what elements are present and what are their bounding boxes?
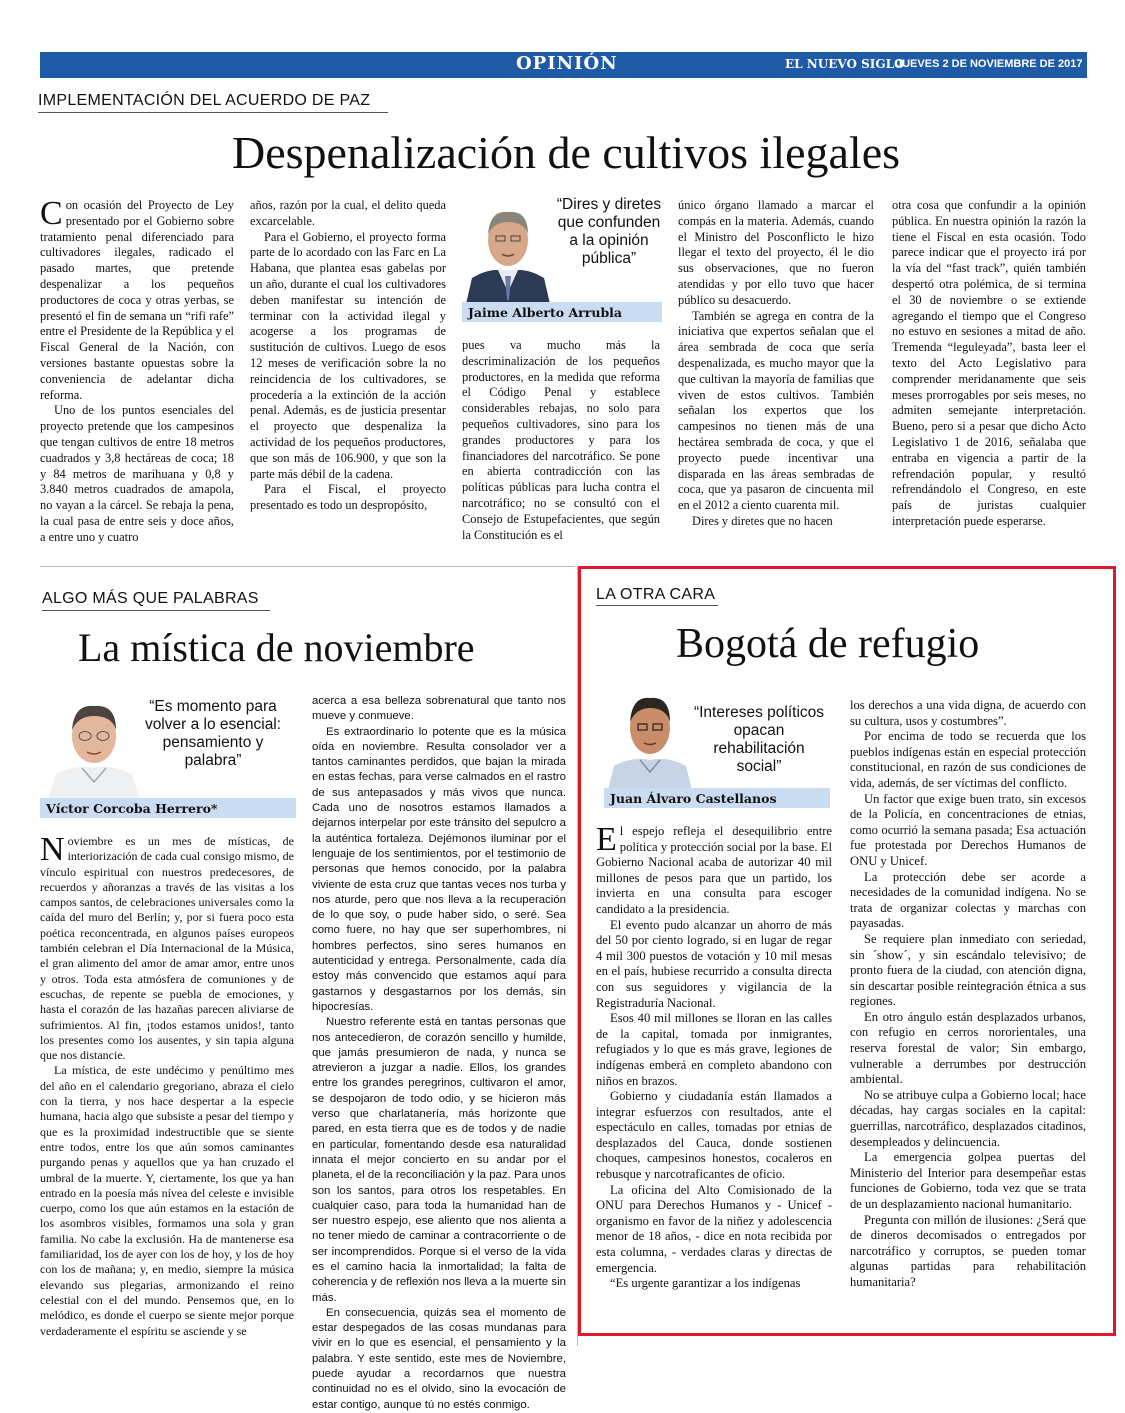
right-article-kicker: LA OTRA CARA (596, 586, 716, 603)
paragraph: Se requiere plan inmediato con seriedad, sin ´show´, y sin escándalo televisivo; de pronto fuera de la ciudad, con atención digna, sin descartar posible reintegración étnica a sus regiones. (850, 931, 1086, 1009)
section-divider (40, 566, 575, 567)
right-article-column-2 (850, 698, 1086, 1328)
paragraph: años, razón por la cual, el delito queda excarcelable. (250, 198, 446, 228)
page-number: 9A (1097, 53, 1122, 74)
paragraph: No se atribuye culpa a Gobierno local; hace décadas, hay cargas sociales en la capital: guerrillas, narcotráfico, desplazados citadinos, desempleados y delincuencia. (850, 1087, 1086, 1149)
author-byline: Jaime Alberto Arrubla (462, 302, 662, 322)
paragraph: on ocasión del Proyecto de Ley presentado por el Gobierno sobre tratamiento penal diferenciado para cultivadores ilegales, radicado el pasado martes, que pretende despenalizar a los pequeños productores de coca y otras yerbas, se presentó el fin de semana un “rifi rafe” entre el Presidente de la República y el Fiscal General de la Nación, con versiones bastante opuestas sobre la conveniencia de adelantar dicha reforma. (40, 198, 234, 402)
portrait-juan-castellanos (606, 686, 694, 790)
kicker-underline (42, 610, 270, 611)
author-photo (606, 686, 694, 790)
left-article-kicker: ALGO MÁS QUE PALABRAS (42, 590, 259, 607)
top-article-title: Despenalización de cultivos ilegales (232, 127, 901, 178)
paragraph: Esos 40 mil millones se lloran en las calles de la capital, tomada por inmigrantes, refugiados y lo que es más grave, legiones de indígenas emberá en completo abandono con niños en brazos. (596, 1011, 832, 1088)
paragraph: l espejo refleja el desequilibrio entre política y protección social por la base. El Gobierno Nacional acaba de autorizar 40 mil millones de pesos para que un partido, los invierta en una consulta para escoger candidato a la presidencia. (596, 824, 832, 916)
paragraph: otra cosa que confundir a la opinión pública. En nuestra opinión la razón la tiene el Fiscal en esta ocasión. Todo parece indicar que el proyecto irá por la vía del “fast track”, quién también despertó otra polémica, de si termina el 30 de noviembre o se extiende agregando el tiempo que el Congreso no estuvo en sesiones a mitad de año. Tremenda “leguleyada”, basta leer el texto del Acto Legislativo para comprender meridanamente que seis meses prorrogables por seis meses, no admiten semejante interpretación. Bueno, pero si a pesar que dicho Acto Legislativo 1 de 2016, señalaba que entraba en vigencia a partir de la refrendación popular, y resultó refrendándolo el Congreso, en este país de juristas cualquier interpretación puede esperarse. (892, 198, 1086, 528)
right-article-column-1 (596, 821, 832, 1326)
left-article-title: La mística de noviembre (78, 625, 475, 670)
paragraph: Para el Gobierno, el proyecto forma parte de lo acordado con las Farc en La Habana, que plantea esas gabelas por un año, durante el cual los cultivadores deben manifestar su intención de terminar con la actividad ilegal y acogerse a los programas de sustitución de cultivos. Luego de esos 12 meses de verificación sobre la no reincidencia de los cultivadores, se procedería a la extinción de la acción penal. Además, es de justicia presentar el proyecto que despenaliza la actividad de los pequeños productores, que son más de 106.900, y que son la parte más débil de la cadena. (250, 229, 446, 481)
author-photo (462, 196, 554, 304)
paragraph: En consecuencia, quizás sea el momento de estar despegados de las cosas mundanas para vivir en lo que es esencial, el pensamiento y la palabra. Y este sentido, este mes de Noviembre, puede ayudar a recordarnos que nuestra continuidad no es el olvido, sino la evocación de estar contigo, aunque tú no estés conmigo. (312, 1306, 566, 1411)
newspaper-name: EL NUEVO SIGLO (785, 57, 905, 71)
paragraph: Gobierno y ciudadanía están llamados a integrar esfuerzos con resultados, ante el espectáculo en calles, tomadas por etnias de desplazados del Cauca, donde sostienen choques, campesinos honestos, cocaleros en rebusque y narcotraficantes de oficio. (596, 1089, 832, 1182)
paragraph: El evento pudo alcanzar un ahorro de más del 50 por ciento logrado, si en lugar de regar 4 mil 300 puestos de votación y 10 mil mesas en el país, hubiese recurrido a consulta directa con sus seguidores y vigilancia de la Registraduría Nacional. (596, 917, 832, 1010)
paragraph: Para el Fiscal, el proyecto presentado es todo un despropósito, (250, 482, 446, 513)
top-article-column-2 (250, 198, 446, 558)
top-article-column-4 (678, 198, 874, 558)
section-name: OPINIÓN (516, 53, 618, 74)
pull-quote: “Dires y diretes que confunden a la opinión pública” (556, 196, 662, 267)
kicker-underline (596, 605, 718, 606)
left-article-column-2 (312, 694, 566, 1411)
paragraph: Es extraordinario lo potente que es la música oída en noviembre. Resulta consolador ver a tantos caminantes perdidos, que bajan la mirada en estas fechas, para verse calmados en el rastro de sus antepasados y más vivos que nunca. Cada uno de nosotros estamos llamados a dejarnos interpelar por este tránsito del sepulcro a la auténtica fortaleza. Dejémonos iluminar por el lenguaje de los sentimientos, por el testimonio de personas que hemos conocido, por la palabra viviente de esta cruz que tantas veces nos turba y nos aturde, pero que nos lleva a la recuperación de lo que soy, o pude haber sido, o seré. Sea como fuere, no hay que ser superhombres, ni hombres perfectos, sino seres humanos en autenticidad y entrega. Personalmente, cada día estoy más convencido que estamos aquí para gastarnos y desgastarnos por los demás, sin hipocresías. (312, 725, 566, 1013)
section-header-bar (40, 52, 1122, 78)
paragraph: La emergencia golpea puertas del Ministerio del Interior para desempeñar estas funciones de Gobierno, toda vez que se trata de un desplazamiento nacional humanitario. (850, 1150, 1086, 1211)
drop-cap: C (40, 195, 63, 232)
portrait-victor-corcoba (42, 690, 146, 800)
paragraph: Pregunta con millón de ilusiones: ¿Será que de dineros decomisados o entregados por narcotráfico y corruptos, se pueden tomar algunas partidas para rehabilitación humanitaria? (850, 1212, 1086, 1289)
paragraph: los derechos a una vida digna, de acuerdo con su cultura, usos y costumbres”. (850, 698, 1086, 728)
author-byline: Víctor Corcoba Herrero* (40, 798, 296, 818)
paragraph: acerca a esa belleza sobrenatural que tanto nos mueve y conmueve. (312, 695, 566, 723)
paragraph: También se agrega en contra de la iniciativa que expertos señalan que el área sembrada de coca que sería despenalizada, es mucho mayor que la que cultivan la mayoría de familias que viven de estos cultivos. También señalan los expertos que los campesinos no tienen más de una hectárea sembrada de coca, y que el proyecto puede incentivar una disparada en las áreas sembradas de coca, que ya pasaron de cincuenta mil en el 2012 a ciento cuarenta mil. (678, 308, 874, 513)
paragraph: único órgano llamado a marcar el compás en la materia. Además, cuando el Ministro del Posconflicto le hizo llegar el texto del proyecto, él le dio sus observaciones, que no fueron atendidas y por ello tuvo que hacer público su desacuerdo. (678, 198, 874, 307)
paragraph: La mística, de este undécimo y penúltimo mes del año en el calendario gregoriano, abraza el cielo con la tierra, y nos hace despertar a la especie humana, hacia algo que subsiste a pesar del tiempo y que es la proximidad indestructible que se siente entre todos, entre los que aún somos caminantes purgando penas y aquellos que ya han cruzado el umbral de la muerte. Y, ciertamente, los que ya han entrado en la poesía más nívea del celeste e invisible cuerpo, como los que aún estamos en la estación de los asombros visibles, formamos una sola y gran familia. No cabe la exclusión. Ha de mantenerse esa familiaridad, los de ayer con los de hoy, y los de hoy con los de mañana; y, en medio, siempre la música elevando sus plegarias, armonizando el reino celestial con el del mundo. Pensemos que, en lo melódico, es donde el cuerpo se siente mejor porque verdaderamente el espíritu se asciende y se (40, 1063, 294, 1338)
paragraph: En otro ángulo están desplazados urbanos, con refugio en cerros nororientales, una reserva forestal de valor; Sin embargo, vulnerable a derrumbes por destrucción ambiental. (850, 1009, 1086, 1087)
drop-cap: N (40, 831, 65, 868)
paragraph: Por encima de todo se recuerda que los pueblos indígenas están en especial protección constitucional, en razón de sus condiciones de vida, además, de ser víctimas del conflicto. (850, 729, 1086, 790)
paragraph: La protección debe ser acorde a necesidades de la comunidad indígena. No se trata de organizar colectas y marchas con payasadas. (850, 869, 1086, 931)
paragraph: La oficina del Alto Comisionado de la ONU para Derechos Humanos y - Unicef - organismo en favor de la niñez y adolescencia menor de 18 años, - dice en nota recibida por esta columna, - verdades claras y directas de emergencia. (596, 1182, 832, 1275)
drop-cap: E (596, 821, 617, 858)
paragraph: pues va mucho más la descriminalización de los pequeños productores, en la medida que reforma el Código Penal y establece considerables rebajas, no solo para pequeños cultivadores, sino para los grandes productores y para los financiadores del narcotráfico. Se pone en abierta contradicción con las políticas públicas para lucha contra el narcotráfico; no se consultó con el Consejo de Estupefacientes, que según la Constitución es el (462, 338, 660, 542)
paragraph: Un factor que exige buen trato, sin excesos de la Policía, en concentraciones de etnias, como ocurrió la semana pasada; Esa actuación fue protestada por Derechos Humanos de ONU y Unicef. (850, 791, 1086, 868)
pull-quote: “Intereses políticos opacan rehabilitación social” (693, 704, 825, 775)
top-article-kicker: IMPLEMENTACIÓN DEL ACUERDO DE PAZ (38, 92, 371, 109)
top-article-column-1 (40, 195, 234, 558)
paragraph: oviembre es un mes de místicas, de interiorización de cada cual consigo mismo, de vínculo espiritual con nuestros predecesores, de recuerdos y añoranzas a través de las visitas a los campos santos, de celebraciones universales como la caída del muro del Berlín; y, por si fuera poco esta poética reconcentrada, en algunos países europeos también celebran el Día Internacional de la Música, el gran alimento del amor de amar amor, entre unos y otros. Toda esta atmósfera de comuniones y de escuchas, de repente se puebla de emociones, y hasta el corazón de las hazañas parecen aliviarse de sufrimientos. Al fin, ¡todos estamos unidos!, tanto los presentes como los ausentes, y sin tapia alguna que nos distancie. (40, 834, 294, 1063)
top-article-column-5 (892, 198, 1086, 558)
pull-quote: “Es momento para volver a lo esencial: pensamiento y palabra” (144, 698, 282, 769)
paragraph: Nuestro referente está en tantas personas que nos antecedieron, de corazón sencillo y humilde, que jamás presumieron de nada, y nunca se atrevieron a juzgar a nadie. Ellos, los grandes entre los grandes peregrinos, cultivaron el amor, se despojaron de todo odio, y se hicieron más verso que charlatanería, más horizonte que pared, en esta tierra que es de todos y de nadie en particular, fomentando desde esa naturalidad innata el mejor concierto en su andar por el planeta, el de la reconciliación y la paz. Para unos son los santos, para otros los respetables. En cualquier caso, para toda la humanidad han de ser nuestro espejo, ese aliento que nos alienta a no tener miedo de caminar a contracorriente o de ser incomprendidos. Porque si el verso de la vida es el camino hacia la inmortalidad; la falta de coherencia y de reflexión nos lleva a la muerte sin más. (312, 1016, 566, 1304)
paragraph: Uno de los puntos esenciales del proyecto pretende que los campesinos que tengan cultivos de entre 18 metros cuadrados y 3,8 hectáreas de coca; 18 y 84 metros de marihuana y 0,8 y 3.840 metros cuadrados de amapola, no vayan a la cárcel. Se rebaja la pena, la cual pasa de entre seis y doce años, a entre uno y cuatro (40, 403, 234, 544)
top-article-column-3 (462, 338, 660, 558)
left-article-column-1 (40, 831, 294, 1338)
portrait-jaime-arrubla (462, 196, 554, 304)
issue-date: JUEVES 2 DE NOVIEMBRE DE 2017 (896, 58, 1083, 70)
paragraph: Dires y diretes que no hacen (692, 513, 833, 528)
right-article-title: Bogotá de refugio (676, 621, 980, 667)
kicker-underline (38, 112, 388, 113)
paragraph: “Es urgente garantizar a los indígenas (610, 1276, 801, 1291)
author-photo (42, 690, 146, 800)
author-byline: Juan Álvaro Castellanos (604, 788, 830, 808)
